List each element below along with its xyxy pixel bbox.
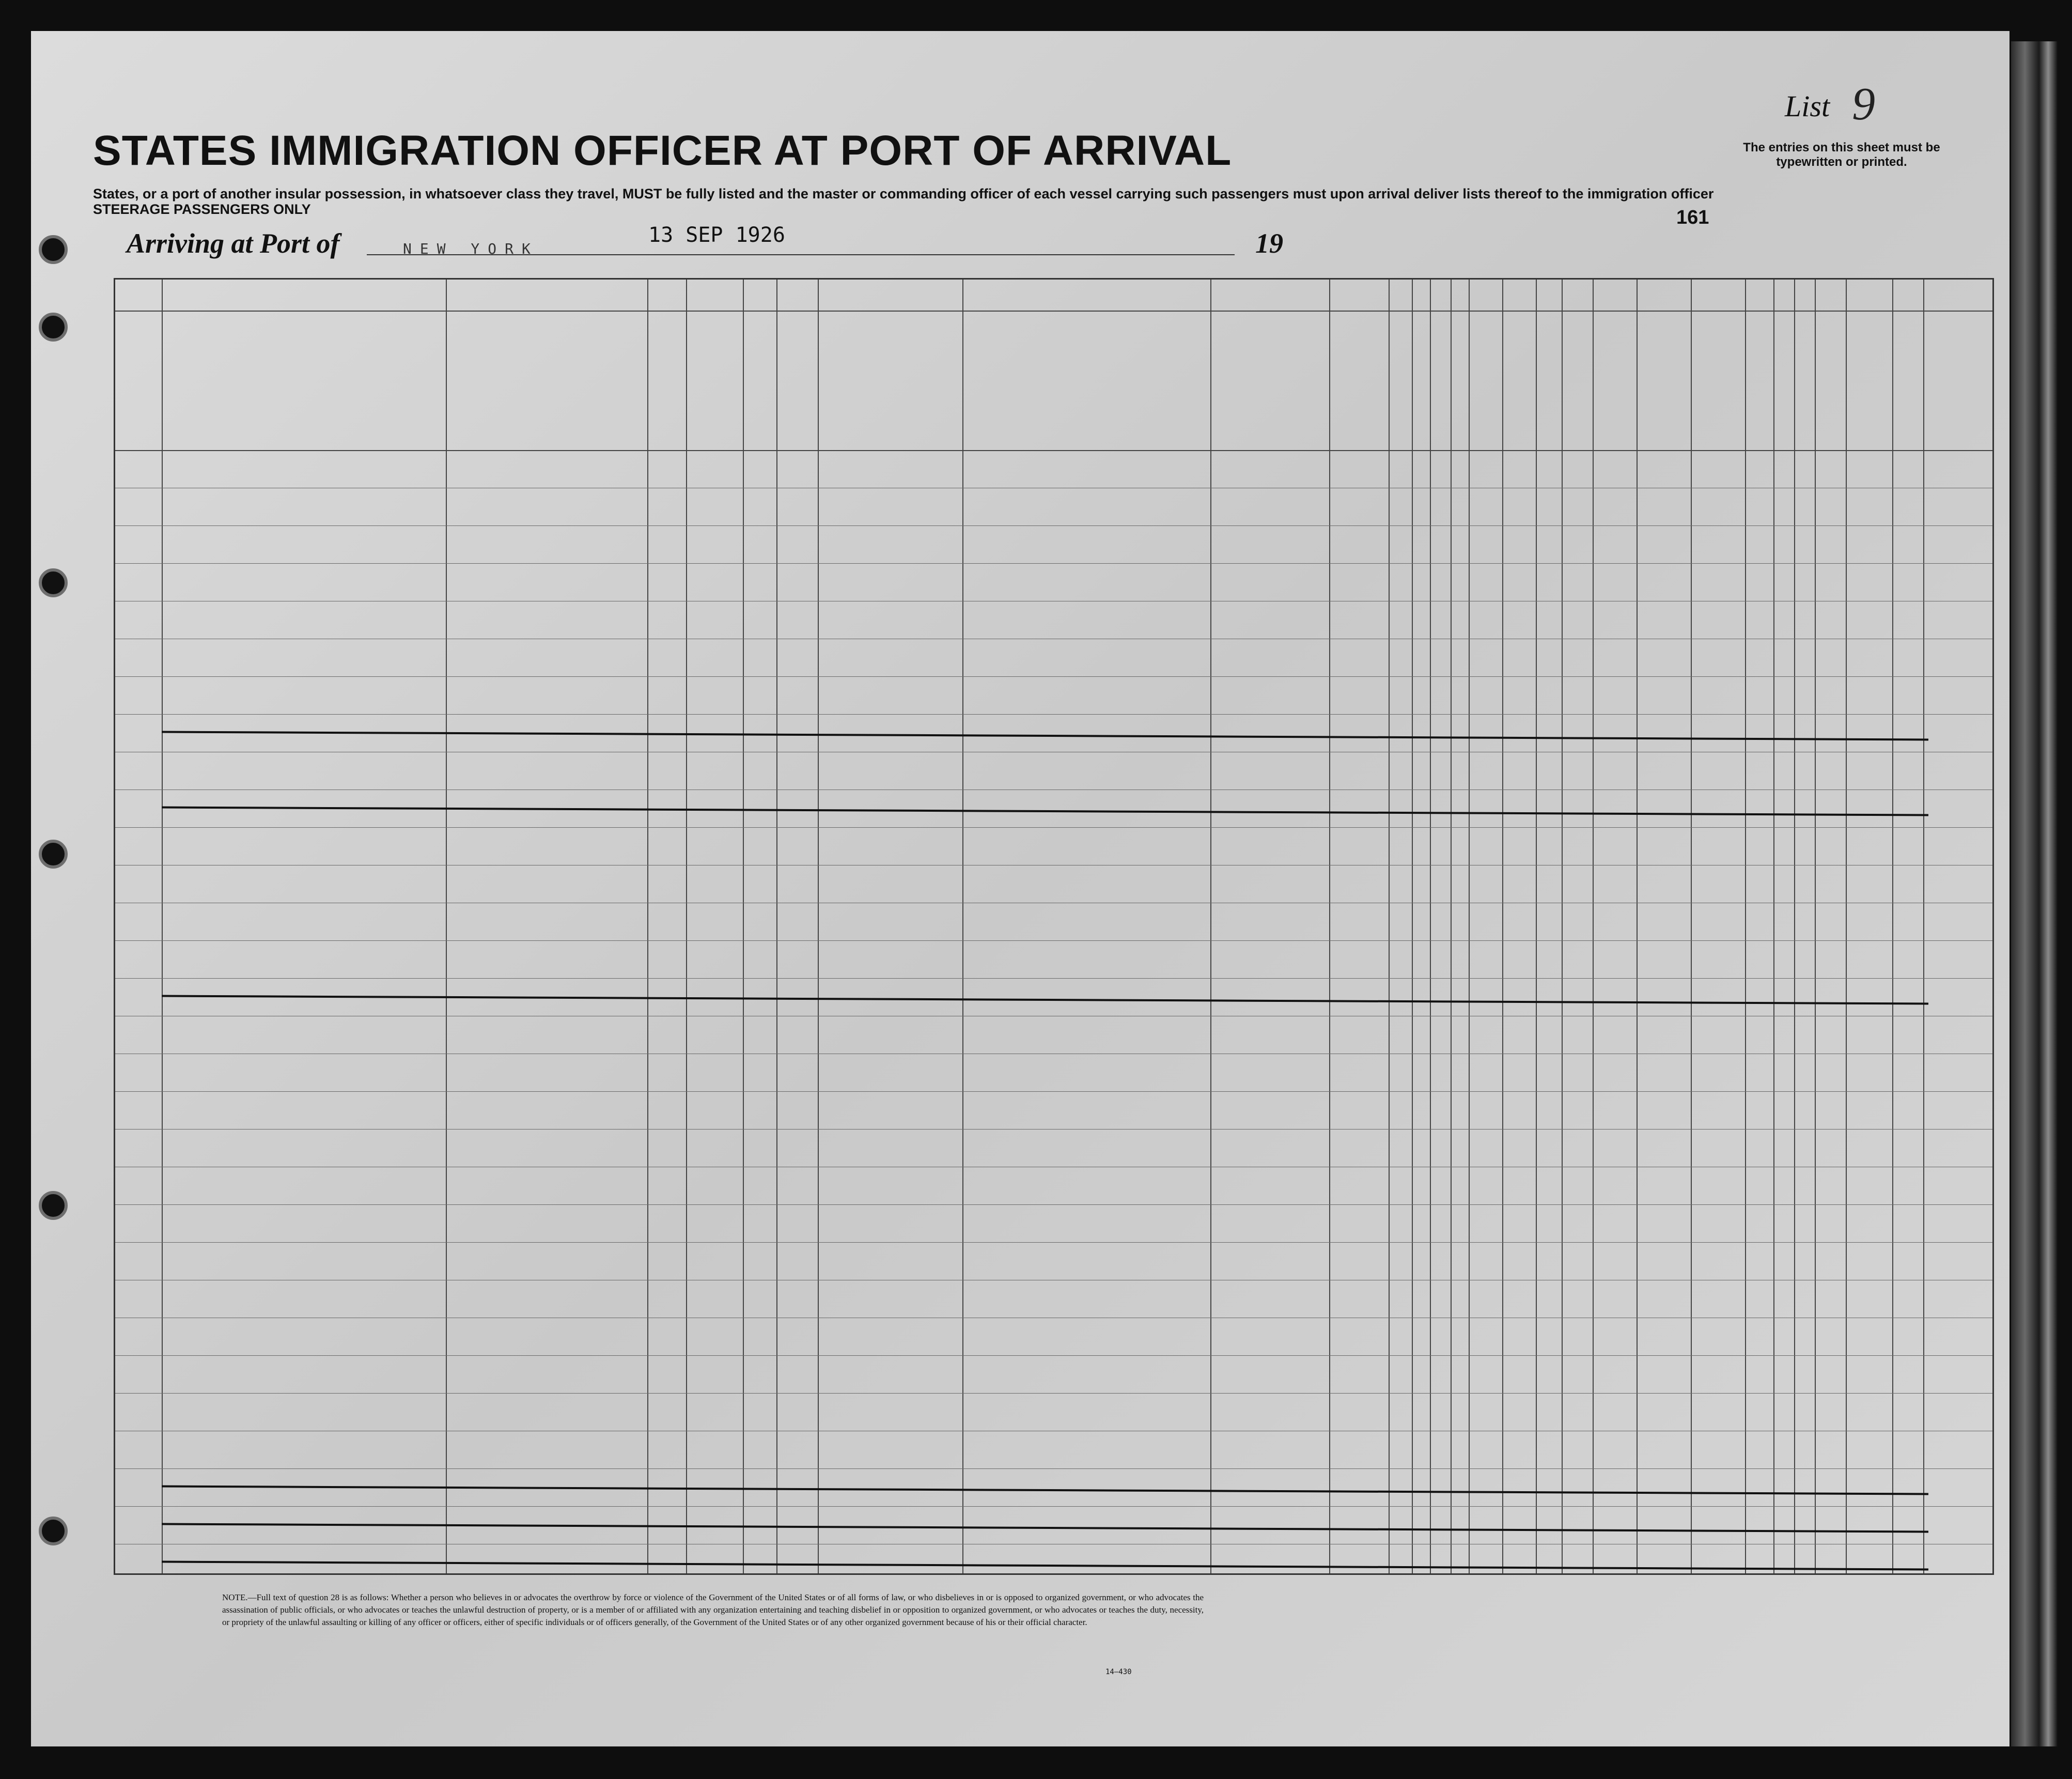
row-rule <box>115 1129 1992 1130</box>
column-rule <box>743 280 744 1573</box>
row-rule <box>115 676 1992 677</box>
column-rule <box>1923 280 1924 1573</box>
row-rule <box>115 525 1992 526</box>
column-rule <box>1451 280 1452 1573</box>
entries-note: The entries on this sheet must be typewritten or printed. <box>1743 141 1940 169</box>
row-rule <box>115 563 1992 564</box>
port-name: NEW YORK <box>403 240 539 257</box>
column-rule <box>1637 280 1638 1573</box>
column-rule <box>1502 280 1503 1573</box>
binding-hole-icon <box>39 235 68 264</box>
list-label: List <box>1785 89 1830 123</box>
manifest-sheet <box>31 31 2009 1746</box>
strike-through-line <box>162 807 1928 816</box>
column-rule <box>1389 280 1390 1573</box>
binding-hole-icon <box>39 568 68 597</box>
column-rule <box>1815 280 1816 1573</box>
column-rule <box>1469 280 1470 1573</box>
row-rule <box>115 827 1992 828</box>
column-rule <box>1745 280 1746 1573</box>
column-rule <box>162 280 163 1573</box>
column-rule <box>1691 280 1692 1573</box>
column-rule <box>818 280 819 1573</box>
column-rule <box>1892 280 1893 1573</box>
column-rule <box>1794 280 1795 1573</box>
header-rule <box>115 311 1992 312</box>
arrival-date-stamp: 13 SEP 1926 <box>648 223 785 247</box>
row-rule <box>115 1506 1992 1507</box>
page-edge-shadow <box>2011 41 2058 1746</box>
column-rule <box>647 280 648 1573</box>
strike-through-line <box>162 1523 1928 1533</box>
column-rule <box>1846 280 1847 1573</box>
subtitle-line-1: States, or a port of another insular possession, in whatsoever class they travel, MUST be fully listed and the master or commanding officer of each vessel carrying such passengers must upon arrival deliver lists thereof to the immigration officer <box>93 186 1714 202</box>
binding-hole-icon <box>39 840 68 869</box>
strike-through-line <box>162 1486 1928 1495</box>
row-rule <box>115 1242 1992 1243</box>
row-rule <box>115 714 1992 715</box>
column-rule <box>776 280 777 1573</box>
strike-through-line <box>162 995 1928 1005</box>
binding-hole-icon <box>39 1191 68 1220</box>
column-rule <box>1412 280 1413 1573</box>
arriving-label: Arriving at Port of <box>127 228 340 259</box>
year-label: 19 <box>1255 228 1283 259</box>
form-number: 14—430 <box>1105 1668 1132 1676</box>
page-number: 161 <box>1676 207 1709 228</box>
row-rule <box>115 1468 1992 1469</box>
subtitle-line-2: STEERAGE PASSENGERS ONLY <box>93 202 311 217</box>
binding-hole-icon <box>39 1517 68 1545</box>
page-title: STATES IMMIGRATION OFFICER AT PORT OF ARRIVAL <box>93 127 1232 174</box>
manifest-table <box>114 278 1994 1575</box>
column-rule <box>1430 280 1431 1573</box>
column-rule <box>1773 280 1774 1573</box>
column-rule <box>962 280 963 1573</box>
column-rule <box>1210 280 1211 1573</box>
column-rule <box>1536 280 1537 1573</box>
column-rule <box>446 280 447 1573</box>
row-rule <box>115 1091 1992 1092</box>
row-rule <box>115 1204 1992 1205</box>
binding-hole-icon <box>39 313 68 342</box>
column-rule <box>1329 280 1330 1573</box>
row-rule <box>115 1355 1992 1356</box>
header-rule <box>115 450 1992 451</box>
row-rule <box>115 940 1992 941</box>
list-number: 9 <box>1852 79 1875 130</box>
strike-through-line <box>162 731 1928 741</box>
strike-through-line <box>162 1561 1928 1571</box>
row-rule <box>115 1393 1992 1394</box>
column-rule <box>1562 280 1563 1573</box>
footnote-question-28: NOTE.—Full text of question 28 is as follows: Whether a person who believes in or advocates the overthrow by force or violence of the Government of the United States or of all forms of law, or who disbelieves in or is opposed to organized government, or who advocates the assassination of public officials, or who advocates or teaches the unlawful destruction of property, or is a member of or affiliated with any organization entertaining and teaching disbelief in or opposition to organized government, or who advocates or teaches the duty, necessity, or propriety of the unlawful assaulting or killing of any officer or officers, either of specific individuals or of officers generally, of the Government of the United States or of any other organized government because of his or their official character. <box>222 1592 1204 1627</box>
row-rule <box>115 978 1992 979</box>
column-rule <box>686 280 687 1573</box>
column-rule <box>1593 280 1594 1573</box>
